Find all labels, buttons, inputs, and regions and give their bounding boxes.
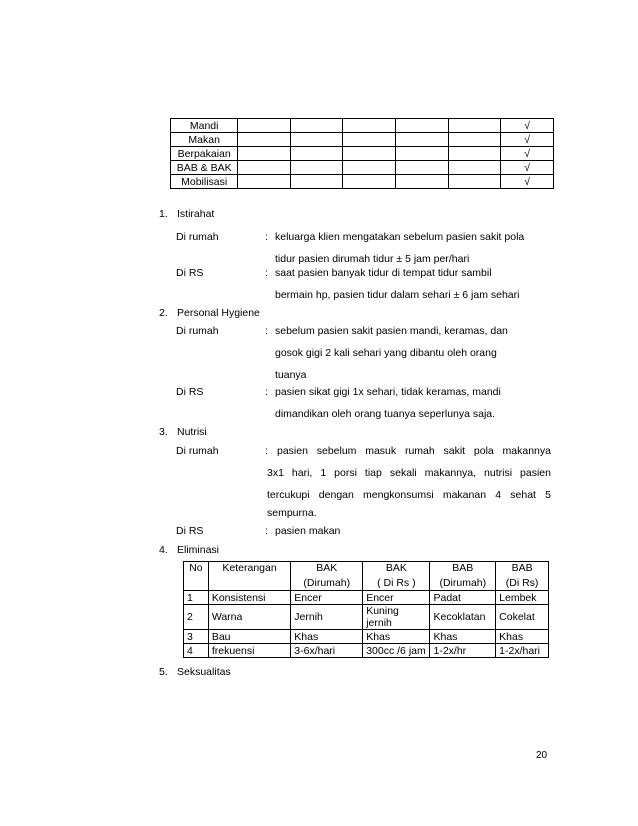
elimination-header-cell [496, 562, 549, 591]
section-2-rumah-colon: : [265, 325, 268, 337]
adl-activity: BAB & BAK [171, 161, 238, 175]
adl-cell [290, 133, 343, 147]
adl-row [171, 147, 554, 161]
adl-cell [396, 133, 449, 147]
section-2-title: Personal Hygiene [177, 307, 260, 319]
adl-cell [448, 147, 501, 161]
section-3-rs-label: Di RS [176, 525, 204, 537]
elimination-header-cell [430, 562, 496, 591]
section-1-rs-label: Di RS [176, 267, 204, 279]
section-1-rs-colon: : [265, 267, 268, 279]
section-2-number: 2. [159, 307, 168, 319]
adl-cell [290, 161, 343, 175]
elimination-cell: Cokelat [496, 605, 549, 630]
elimination-cell: 1-2x/hr [430, 644, 496, 658]
adl-cell [343, 133, 396, 147]
section-1-rs-line: bermain hp, pasien tidur dalam sehari ± 6 jam sehari [275, 289, 520, 301]
adl-row [171, 161, 554, 175]
adl-cell [448, 175, 501, 189]
header-line: BAB [452, 562, 474, 574]
section-4-number: 4. [159, 544, 168, 556]
elimination-row [184, 644, 549, 658]
adl-check: √ [501, 119, 554, 133]
page-number: 20 [536, 750, 548, 761]
elimination-cell: Lembek [496, 591, 549, 605]
section-3-rumah-line: 3x1 hari, 1 porsi tiap sekali makannya, nutrisi pasien [267, 467, 551, 479]
adl-cell [448, 133, 501, 147]
section-1-rs-line: saat pasien banyak tidur di tempat tidur sambil [275, 267, 492, 279]
section-2-rumah-line: sebelum pasien sakit pasien mandi, keramas, dan [275, 325, 508, 337]
elimination-row [184, 630, 549, 644]
section-1-title: Istirahat [177, 208, 215, 220]
header-line: BAK [316, 562, 338, 574]
adl-activity: Mandi [171, 119, 238, 133]
section-2-rumah-label: Di rumah [176, 325, 219, 337]
elimination-cell: Padat [430, 591, 496, 605]
section-1-rumah-colon: : [265, 231, 268, 243]
section-5-title: Seksualitas [177, 666, 231, 678]
adl-row [171, 119, 554, 133]
section-3-number: 3. [159, 426, 168, 438]
section-3-rumah-line: tercukupi dengan mengkonsumsi makanan 4 sehat 5 [267, 489, 551, 501]
header-line: (Dirumah) [303, 577, 351, 589]
elimination-cell: 4 [184, 644, 209, 658]
adl-row [171, 133, 554, 147]
adl-check: √ [501, 175, 554, 189]
adl-cell [396, 147, 449, 161]
adl-cell [290, 147, 343, 161]
elimination-cell: 1 [184, 591, 209, 605]
section-4-title: Eliminasi [177, 544, 220, 556]
elimination-cell: Jernih [291, 605, 363, 630]
header-line: BAB [511, 562, 533, 574]
section-1-rumah-label: Di rumah [176, 231, 219, 243]
adl-cell [396, 161, 449, 175]
adl-cell [448, 161, 501, 175]
section-2-rs-line: pasien sikat gigi 1x sehari, tidak keramas, mandi [275, 386, 501, 398]
section-1-number: 1. [159, 208, 168, 220]
section-3-rumah-line: sempurna. [267, 507, 317, 519]
header-line: No [189, 562, 203, 574]
adl-cell [290, 175, 343, 189]
elimination-cell: Kuning jernih [363, 605, 430, 630]
adl-cell [343, 147, 396, 161]
elimination-cell: Bau [208, 630, 290, 644]
adl-check: √ [501, 147, 554, 161]
elimination-header-cell [184, 562, 209, 591]
section-3-rs-colon: : [265, 525, 268, 537]
elimination-cell: Khas [430, 630, 496, 644]
adl-activity: Makan [171, 133, 238, 147]
adl-cell [343, 119, 396, 133]
adl-activity: Berpakaian [171, 147, 238, 161]
elimination-row [184, 605, 549, 630]
adl-cell [448, 119, 501, 133]
adl-cell [238, 133, 291, 147]
elimination-cell: Khas [363, 630, 430, 644]
adl-check: √ [501, 161, 554, 175]
section-3-rumah-label: Di rumah [176, 445, 219, 457]
section-2-rumah-line: gosok gigi 2 kali sehari yang dibantu oleh orang [275, 347, 497, 359]
elimination-header-row [184, 562, 549, 591]
section-1-rumah-line: tidur pasien dirumah tidur ± 5 jam per/hari [275, 253, 470, 265]
adl-cell [238, 147, 291, 161]
elimination-cell: Encer [363, 591, 430, 605]
elimination-row [184, 591, 549, 605]
header-line: (Di Rs) [505, 577, 539, 589]
header-line: ( Di Rs ) [377, 577, 416, 589]
elimination-header-cell [363, 562, 430, 591]
section-3-title: Nutrisi [177, 426, 207, 438]
adl-cell [343, 161, 396, 175]
elimination-cell: Khas [291, 630, 363, 644]
header-line: (Dirumah) [439, 577, 487, 589]
elimination-cell: 1-2x/hari [496, 644, 549, 658]
elimination-cell: Konsistensi [208, 591, 290, 605]
elimination-header-cell [291, 562, 363, 591]
adl-cell [396, 119, 449, 133]
adl-table [170, 118, 554, 189]
section-5-number: 5. [159, 666, 168, 678]
header-line: Keterangan [222, 562, 277, 574]
adl-cell [238, 161, 291, 175]
elimination-table [183, 561, 549, 658]
adl-cell [238, 119, 291, 133]
elimination-cell: frekuensi [208, 644, 290, 658]
elimination-cell: 3 [184, 630, 209, 644]
elimination-cell: Warna [208, 605, 290, 630]
header-line: BAK [385, 562, 407, 574]
adl-cell [238, 175, 291, 189]
section-3-rumah-line: pasien sebelum masuk rumah sakit pola makannya [277, 445, 551, 457]
section-2-rumah-line: tuanya [275, 369, 307, 381]
elimination-cell: 300cc /6 jam [363, 644, 430, 658]
adl-row [171, 175, 554, 189]
elimination-cell: 2 [184, 605, 209, 630]
elimination-cell: 3-6x/hari [291, 644, 363, 658]
elimination-header-cell [208, 562, 290, 591]
section-2-rs-label: Di RS [176, 386, 204, 398]
adl-activity: Mobilisasi [171, 175, 238, 189]
adl-cell [343, 175, 396, 189]
section-3-rs-line: pasien makan [275, 525, 341, 537]
section-2-rs-line: dimandikan oleh orang tuanya seperlunya saja. [275, 408, 496, 420]
section-3-rumah-colon: : [265, 445, 268, 457]
adl-cell [290, 119, 343, 133]
elimination-cell: Khas [496, 630, 549, 644]
adl-check: √ [501, 133, 554, 147]
adl-cell [396, 175, 449, 189]
elimination-cell: Kecoklatan [430, 605, 496, 630]
section-1-rumah-line: keluarga klien mengatakan sebelum pasien sakit pola [275, 231, 525, 243]
elimination-cell: Encer [291, 591, 363, 605]
section-2-rs-colon: : [265, 386, 268, 398]
